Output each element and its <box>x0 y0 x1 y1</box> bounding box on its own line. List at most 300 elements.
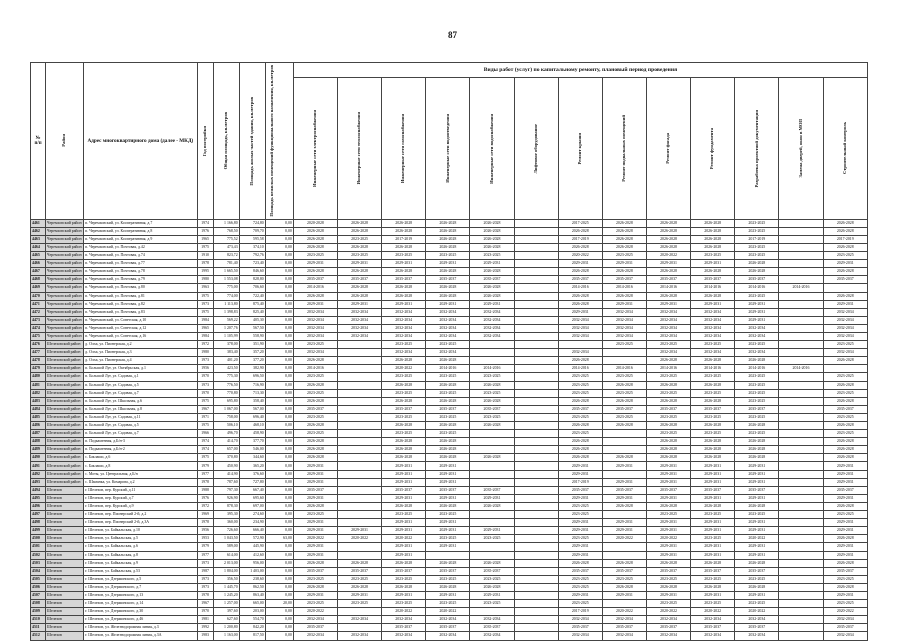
row-work-period: 2032-2034 <box>426 616 470 624</box>
row-work-period: 2029-2031 <box>823 470 867 478</box>
row-work-period: 2035-2037 <box>823 624 867 632</box>
row-number: 4467 <box>31 268 46 276</box>
row-work-period: 2014-2016 <box>646 284 690 292</box>
row-work-period: 2026-2028 <box>382 559 426 567</box>
row-district: Шелехов <box>46 559 84 567</box>
row-work-period: 2023-2025 <box>558 600 602 608</box>
row-work-period <box>514 454 558 462</box>
row-work-period: 2029-2031 <box>470 494 514 502</box>
row-work-period: 2029-2031 <box>558 543 602 551</box>
row-year: 1966 <box>197 430 213 438</box>
row-area-total: 776,50 <box>213 381 239 389</box>
row-year: 1975 <box>197 292 213 300</box>
table-row <box>31 308 868 316</box>
row-year: 1984 <box>197 316 213 324</box>
row-work-period: 2032-2034 <box>426 316 470 324</box>
row-work-period: 2035-2037 <box>470 405 514 413</box>
table-row <box>31 324 868 332</box>
row-year: 1988 <box>197 486 213 494</box>
row-district: Шелехов <box>46 502 84 510</box>
row-work-period: 2029-2031 <box>426 300 470 308</box>
row-work-period: 2023-2025 <box>735 243 779 251</box>
row-work-period: 2026-2028 <box>735 422 779 430</box>
row-year: 1965 <box>197 324 213 332</box>
row-year: 1970 <box>197 389 213 397</box>
row-work-period: 2023-2025 <box>558 511 602 519</box>
row-work-period: 2026-2028 <box>646 357 690 365</box>
row-work-period: 2026-2028 <box>602 559 646 567</box>
row-work-period <box>779 422 823 430</box>
row-work-period <box>779 227 823 235</box>
row-work-period: 2023-2025 <box>602 373 646 381</box>
row-work-period: 2032-2034 <box>558 349 602 357</box>
row-number: 4478 <box>31 357 46 365</box>
row-work-period <box>779 608 823 616</box>
row-district: Черемховский район <box>46 300 84 308</box>
row-year: 1974 <box>197 219 213 227</box>
row-work-period <box>337 357 381 365</box>
row-work-period: 2026-2028 <box>646 243 690 251</box>
row-address: п. Черемховский, ул. Почтовая, д.82 <box>84 300 197 308</box>
row-work-period: 2029-2031 <box>558 308 602 316</box>
row-area-nonliving: 0,00 <box>265 300 293 308</box>
row-work-period: 2023-2025 <box>735 373 779 381</box>
row-work-period: 2026-2028 <box>293 397 337 405</box>
row-work-period: 2023-2025 <box>426 511 470 519</box>
row-work-period <box>779 276 823 284</box>
row-work-period <box>337 551 381 559</box>
row-work-period <box>779 486 823 494</box>
header-work-10: Ремонт фундамента <box>691 78 735 219</box>
row-work-period <box>337 349 381 357</box>
row-district: Шелеховский район <box>46 478 84 486</box>
row-work-period: 2029-2031 <box>646 519 690 527</box>
row-work-period: 2029-2031 <box>735 527 779 535</box>
row-work-period: 2023-2025 <box>646 389 690 397</box>
row-area-total: 1 163,00 <box>213 632 239 640</box>
row-work-period: 2029-2031 <box>293 591 337 599</box>
row-year: 1979 <box>197 543 213 551</box>
table-row <box>31 616 868 624</box>
row-work-period: 2020-2022 <box>382 535 426 543</box>
row-work-period: 2023-2025 <box>293 511 337 519</box>
row-work-period: 2026-2028 <box>470 502 514 510</box>
row-work-period: 2029-2031 <box>382 543 426 551</box>
row-work-period: 2035-2037 <box>558 567 602 575</box>
row-number: 4479 <box>31 365 46 373</box>
row-year: 1967 <box>197 600 213 608</box>
row-number: 4499 <box>31 527 46 535</box>
row-work-period: 2029-2031 <box>691 543 735 551</box>
row-work-period: 2032-2034 <box>470 324 514 332</box>
row-work-period: 2026-2028 <box>470 583 514 591</box>
row-work-period: 2026-2028 <box>293 227 337 235</box>
row-work-period <box>779 300 823 308</box>
row-area-living: 792,76 <box>239 252 265 260</box>
row-area-nonliving: 0,00 <box>265 551 293 559</box>
row-district: Шелехов <box>46 575 84 583</box>
row-district: Черемховский район <box>46 284 84 292</box>
row-work-period: 2029-2031 <box>293 519 337 527</box>
row-work-period <box>337 608 381 616</box>
row-work-period <box>337 446 381 454</box>
row-work-period <box>470 608 514 616</box>
row-work-period <box>779 292 823 300</box>
header-work-9: Ремонт фасада <box>646 78 690 219</box>
row-area-total: 878,30 <box>213 502 239 510</box>
row-area-nonliving: 0,00 <box>265 260 293 268</box>
row-area-nonliving: 0,00 <box>265 502 293 510</box>
row-area-total: 787,60 <box>213 478 239 486</box>
row-work-period: 2023-2025 <box>646 341 690 349</box>
row-area-living: 828,80 <box>239 276 265 284</box>
row-work-period: 2023-2025 <box>602 389 646 397</box>
row-address: с. Баклаши, д.6 <box>84 454 197 462</box>
row-year: 1978 <box>197 478 213 486</box>
row-work-period: 2035-2037 <box>558 405 602 413</box>
row-work-period: 2023-2025 <box>293 373 337 381</box>
row-work-period <box>823 284 867 292</box>
row-work-period: 2029-2031 <box>426 462 470 470</box>
row-year: 1970 <box>197 373 213 381</box>
table-row <box>31 446 868 454</box>
row-area-total: 1 207,76 <box>213 324 239 332</box>
row-year: 1984 <box>197 332 213 340</box>
row-work-period: 2026-2028 <box>691 227 735 235</box>
row-work-period <box>779 430 823 438</box>
row-area-nonliving: 0,00 <box>265 341 293 349</box>
row-area-total: 768,50 <box>213 227 239 235</box>
row-work-period: 2023-2025 <box>382 575 426 583</box>
row-work-period: 2029-2031 <box>646 478 690 486</box>
row-work-period <box>779 357 823 365</box>
row-area-nonliving: 0,00 <box>265 511 293 519</box>
header-work-1: Инженерные сети электроснабжения <box>293 78 337 219</box>
row-work-period: 2035-2037 <box>602 624 646 632</box>
table-row <box>31 600 868 608</box>
row-address: п. Большой Луг, ул. Садовая, д.5 <box>84 422 197 430</box>
row-work-period: 2032-2034 <box>337 632 381 640</box>
row-area-living: 716,90 <box>239 381 265 389</box>
row-work-period: 2026-2028 <box>470 454 514 462</box>
row-work-period: 2032-2034 <box>293 324 337 332</box>
table-row <box>31 470 868 478</box>
row-work-period: 2035-2037 <box>602 276 646 284</box>
row-work-period: 2026-2028 <box>337 583 381 591</box>
row-work-period: 2026-2028 <box>426 227 470 235</box>
row-area-nonliving: 0,00 <box>265 430 293 438</box>
row-work-period: 2026-2028 <box>382 438 426 446</box>
row-work-period: 2032-2034 <box>735 616 779 624</box>
row-work-period: 2032-2034 <box>337 308 381 316</box>
row-work-period: 2026-2028 <box>691 381 735 389</box>
row-work-period: 2032-2034 <box>426 632 470 640</box>
row-work-period <box>514 600 558 608</box>
row-work-period <box>470 543 514 551</box>
row-work-period <box>514 292 558 300</box>
row-work-period: 2029-2031 <box>735 316 779 324</box>
row-number: 4492 <box>31 470 46 478</box>
row-work-period <box>514 559 558 567</box>
row-work-period: 2032-2034 <box>823 308 867 316</box>
row-work-period: 2020-2022 <box>691 608 735 616</box>
row-work-period: 2023-2025 <box>558 430 602 438</box>
row-district: Шелехов <box>46 608 84 616</box>
row-number: 4500 <box>31 535 46 543</box>
row-work-period <box>337 519 381 527</box>
row-work-period <box>779 519 823 527</box>
row-work-period: 2023-2025 <box>823 511 867 519</box>
row-work-period <box>514 486 558 494</box>
row-work-period <box>337 454 381 462</box>
row-area-nonliving: 0,00 <box>265 349 293 357</box>
row-work-period: 2035-2037 <box>602 405 646 413</box>
row-work-period <box>337 486 381 494</box>
table-row <box>31 381 868 389</box>
row-work-period <box>779 527 823 535</box>
row-work-period <box>602 551 646 559</box>
row-work-period <box>514 276 558 284</box>
row-work-period: 2026-2028 <box>426 438 470 446</box>
row-work-period: 2032-2034 <box>646 332 690 340</box>
row-work-period: 2032-2034 <box>426 332 470 340</box>
row-work-period: 2029-2031 <box>691 470 735 478</box>
row-district: Черемховский район <box>46 252 84 260</box>
table-row <box>31 551 868 559</box>
row-work-period: 2026-2028 <box>691 235 735 243</box>
row-work-period: 2029-2031 <box>691 260 735 268</box>
row-work-period: 2029-2031 <box>646 527 690 535</box>
row-work-period: 2014-2016 <box>558 284 602 292</box>
row-area-living: 374,10 <box>239 243 265 251</box>
row-address: г. Шелехов, ул. Дзержинского, д.46 <box>84 616 197 624</box>
row-address: с. Шаманка, ул. Комарова, д.2 <box>84 478 197 486</box>
row-address: г. Шелехов, ул. Дзержинского, д.30 <box>84 608 197 616</box>
row-year: 1978 <box>197 519 213 527</box>
row-number: 4491 <box>31 462 46 470</box>
row-work-period: 2026-2028 <box>382 357 426 365</box>
row-work-period <box>470 478 514 486</box>
row-work-period: 2029-2031 <box>735 519 779 527</box>
row-work-period <box>514 632 558 640</box>
row-number: 4496 <box>31 502 46 510</box>
row-work-period: 2029-2031 <box>691 527 735 535</box>
header-number: № п/п <box>31 63 46 220</box>
row-work-period: 2023-2025 <box>558 413 602 421</box>
row-work-period: 2026-2028 <box>293 268 337 276</box>
row-work-period: 2035-2037 <box>735 624 779 632</box>
table-row <box>31 373 868 381</box>
row-area-living: 724,80 <box>239 219 265 227</box>
row-area-total: 1 043,50 <box>213 535 239 543</box>
row-work-period: 2032-2034 <box>470 632 514 640</box>
row-work-period: 2023-2025 <box>426 389 470 397</box>
row-work-period: 2026-2028 <box>426 292 470 300</box>
table-row <box>31 227 868 235</box>
row-address: п. Черемховский, ул. Советская, д.16 <box>84 332 197 340</box>
row-area-total: 1 665,50 <box>213 268 239 276</box>
row-work-period: 2035-2037 <box>470 486 514 494</box>
header-work-11: Разработка проектной документации <box>735 78 779 219</box>
row-work-period <box>779 373 823 381</box>
row-work-period: 2035-2037 <box>646 276 690 284</box>
row-address: п. Большой Луг, ул. Октябрьская, д.1 <box>84 365 197 373</box>
row-work-period: 2020-2028 <box>293 219 337 227</box>
row-work-period: 2029-2031 <box>293 470 337 478</box>
row-area-living: 357,20 <box>239 349 265 357</box>
row-work-period: 2026-2028 <box>382 454 426 462</box>
row-area-total: 758,00 <box>213 413 239 421</box>
row-work-period: 2026-2028 <box>382 219 426 227</box>
row-district: Шелеховский район <box>46 357 84 365</box>
row-area-living: 405,30 <box>239 316 265 324</box>
row-work-period: 2026-2028 <box>646 502 690 510</box>
row-work-period <box>779 559 823 567</box>
row-district: Черемховский район <box>46 292 84 300</box>
row-area-living: 234,90 <box>239 519 265 527</box>
table-row <box>31 292 868 300</box>
row-address: п. Большой Луг, ул. Садовая, д.5 <box>84 381 197 389</box>
row-work-period <box>514 349 558 357</box>
row-work-period <box>558 341 602 349</box>
row-work-period: 2032-2034 <box>691 632 735 640</box>
row-work-period: 2032-2034 <box>293 316 337 324</box>
row-work-period: 2026-2028 <box>558 454 602 462</box>
row-number: 4488 <box>31 438 46 446</box>
header-work-3: Инженерные сети газоснабжения <box>382 78 426 219</box>
row-district: Черемховский район <box>46 268 84 276</box>
row-work-period: 2032-2034 <box>382 332 426 340</box>
row-work-period: 2029-2031 <box>823 543 867 551</box>
row-work-period: 2026-2028 <box>691 268 735 276</box>
row-work-period: 2023-2025 <box>735 430 779 438</box>
row-work-period: 2032-2034 <box>735 324 779 332</box>
row-work-period: 2035-2037 <box>382 567 426 575</box>
row-area-living: 377,20 <box>239 357 265 365</box>
row-work-period: 2026-2028 <box>337 227 381 235</box>
row-work-period: 2023-2025 <box>558 502 602 510</box>
row-area-total: 450,90 <box>213 462 239 470</box>
row-address: п. Черемховский, ул. Почтовая, д.78 <box>84 268 197 276</box>
row-work-period: 2029-2031 <box>293 543 337 551</box>
row-work-period: 2023-2025 <box>426 252 470 260</box>
row-work-period <box>514 527 558 535</box>
row-work-period <box>779 389 823 397</box>
row-number: 4495 <box>31 494 46 502</box>
row-work-period: 2023-2025 <box>735 397 779 405</box>
table-row <box>31 494 868 502</box>
row-work-period: 2035-2037 <box>293 276 337 284</box>
row-area-living: 1 403,00 <box>239 567 265 575</box>
row-work-period: 2026-2028 <box>337 559 381 567</box>
row-work-period: 2014-2016 <box>470 365 514 373</box>
row-area-nonliving: 0,00 <box>265 413 293 421</box>
row-work-period <box>779 252 823 260</box>
row-work-period: 2026-2028 <box>382 243 426 251</box>
table-row <box>31 519 868 527</box>
row-address: с. Моты, ул. Центральная, д.Б/н <box>84 470 197 478</box>
header-work-2: Инженерные сети теплоснабжения <box>337 78 381 219</box>
row-work-period: 2032-2034 <box>646 316 690 324</box>
row-work-period: 2026-2028 <box>293 381 337 389</box>
row-district: Черемховский район <box>46 235 84 243</box>
row-work-period: 2026-2028 <box>735 438 779 446</box>
row-area-living: 667,40 <box>239 486 265 494</box>
header-work-13: Строительный контроль <box>823 78 867 219</box>
row-work-period: 2035-2037 <box>426 486 470 494</box>
row-year: 1973 <box>197 357 213 365</box>
row-work-period <box>337 502 381 510</box>
row-area-living: 567,50 <box>239 324 265 332</box>
row-district: Черемховский район <box>46 260 84 268</box>
row-area-living: 365,20 <box>239 462 265 470</box>
table-row <box>31 486 868 494</box>
row-work-period: 2032-2034 <box>558 324 602 332</box>
row-number: 4490 <box>31 454 46 462</box>
row-work-period: 2029-2031 <box>602 519 646 527</box>
row-work-period: 2026-2028 <box>735 260 779 268</box>
row-work-period: 2023-2025 <box>646 373 690 381</box>
row-work-period: 2035-2037 <box>293 405 337 413</box>
row-area-living: 412,60 <box>239 551 265 559</box>
row-work-period: 2032-2034 <box>823 616 867 624</box>
row-work-period: 2026-2028 <box>337 284 381 292</box>
row-work-period: 2032-2034 <box>646 616 690 624</box>
row-year: 1973 <box>197 381 213 389</box>
row-area-total: 2 013,00 <box>213 559 239 567</box>
row-work-period: 2023-2025 <box>382 373 426 381</box>
row-work-period: 2035-2037 <box>426 276 470 284</box>
row-district: Шелеховский район <box>46 341 84 349</box>
row-number: 4471 <box>31 300 46 308</box>
row-year: 1967 <box>197 405 213 413</box>
row-work-period: 2029-2031 <box>735 494 779 502</box>
row-work-period <box>514 535 558 543</box>
row-number: 4502 <box>31 551 46 559</box>
row-work-period: 2032-2034 <box>691 316 735 324</box>
row-address: г. Шелехов, ул. Байкальская, д.5 <box>84 535 197 543</box>
row-area-living: 546,00 <box>239 446 265 454</box>
table-row <box>31 575 868 583</box>
row-address: п. Большой Луг, ул. Школьная, д.6 <box>84 397 197 405</box>
row-work-period <box>514 583 558 591</box>
row-area-living: 825,40 <box>239 308 265 316</box>
row-area-living: 468,10 <box>239 422 265 430</box>
header-district: Район <box>46 63 84 220</box>
row-area-living: 665,00 <box>239 600 265 608</box>
row-work-period: 2023-2025 <box>823 413 867 421</box>
row-work-period <box>514 591 558 599</box>
row-work-period: 2029-2031 <box>735 470 779 478</box>
row-work-period <box>779 235 823 243</box>
row-work-period <box>779 397 823 405</box>
row-work-period: 2026-2028 <box>470 292 514 300</box>
row-work-period <box>337 511 381 519</box>
table-row <box>31 365 868 373</box>
row-area-nonliving: 0,00 <box>265 608 293 616</box>
row-work-period <box>602 357 646 365</box>
table-row <box>31 332 868 340</box>
row-work-period: 2026-2028 <box>293 292 337 300</box>
row-work-period: 2026-2028 <box>382 397 426 405</box>
row-work-period: 2035-2037 <box>426 567 470 575</box>
row-area-living: 863,40 <box>239 591 265 599</box>
row-area-living: 862,50 <box>239 583 265 591</box>
table-row <box>31 438 868 446</box>
row-work-period: 2020-2022 <box>426 608 470 616</box>
table-row <box>31 284 868 292</box>
row-number: 4468 <box>31 276 46 284</box>
